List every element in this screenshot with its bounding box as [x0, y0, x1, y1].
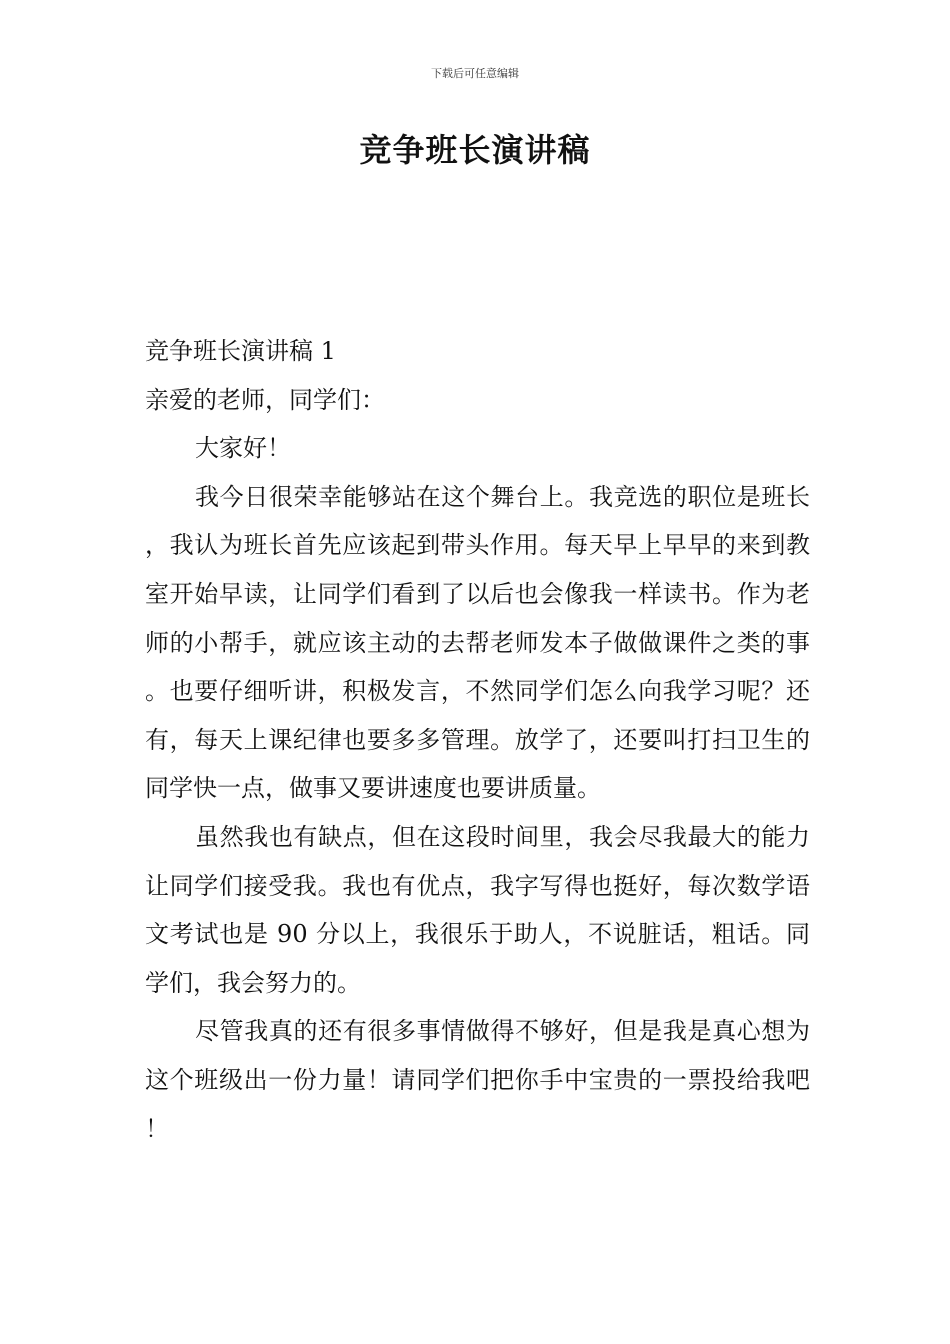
section-heading: 竞争班长演讲稿 1 [145, 337, 336, 365]
paragraph-greeting: 大家好！ [195, 434, 291, 463]
document-body [145, 327, 810, 1153]
salutation: 亲爱的老师，同学们： [145, 385, 385, 414]
paragraph-1: 我今日很荣幸能够站在这个舞台上。我竞选的职位是班长，我认为班长首先应该起到带头作用。每天早上早早的来到教室开始早读，让同学们看到了以后也会像我一样读书。作为老师的小帮手，就应该主动的去帮老师发本子做做课件之类的事。也要仔细听讲，积极发言，不然同学们怎么向我学习呢？还有，每天上课纪律也要多多管理。放学了，还要叫打扫卫生的同学快一点，做事又要讲速度也要讲质量。 [145, 482, 810, 803]
document-title: 竞争班长演讲稿 [359, 131, 591, 169]
paragraph-2: 虽然我也有缺点，但在这段时间里，我会尽我最大的能力让同学们接受我。我也有优点，我字写得也挺好，每次数学语文考试也是 90 分以上，我很乐于助人，不说脏话，粗话。同学们，我会努力的。 [145, 822, 810, 997]
paragraph-3: 尽管我真的还有很多事情做得不够好，但是我是真心想为这个班级出一份力量！请同学们把你手中宝贵的一票投给我吧！ [145, 1017, 810, 1143]
header-note: 下载后可任意编辑 [431, 67, 519, 80]
